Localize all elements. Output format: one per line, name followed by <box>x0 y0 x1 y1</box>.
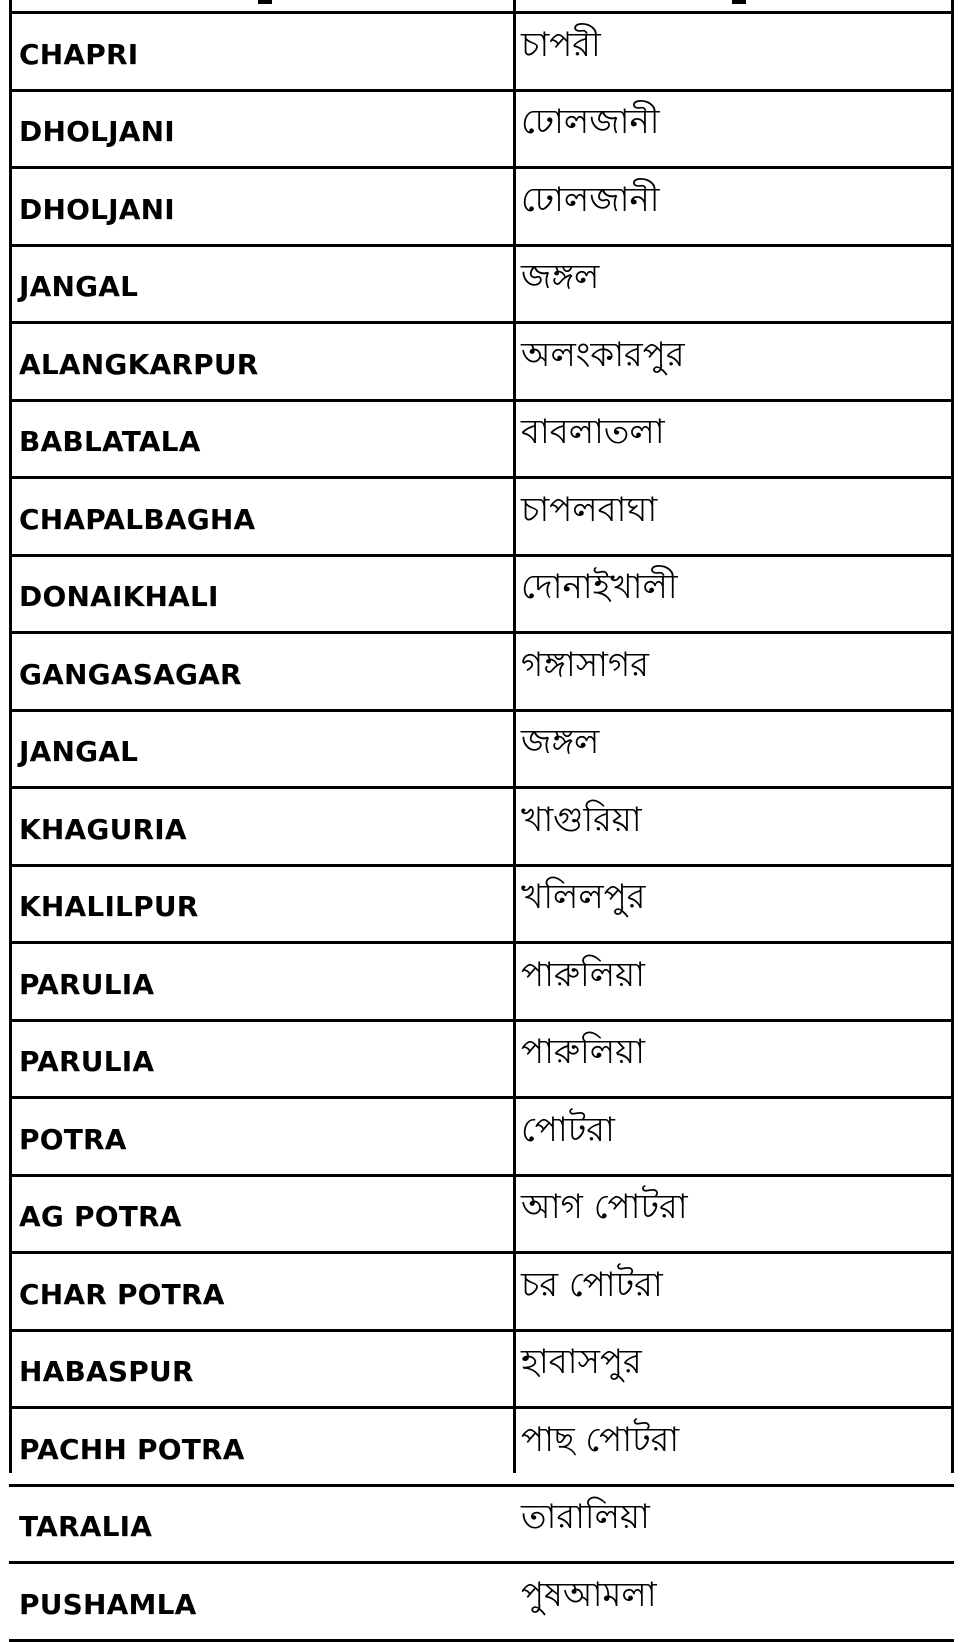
table-row <box>9 555 954 633</box>
table-row <box>9 1408 954 1486</box>
bengali-name-cell: খলিলপুর <box>513 865 954 943</box>
table-row <box>9 710 954 788</box>
bengali-name-cell: অলংকারপুর <box>513 323 954 401</box>
bengali-name-cell: চাপরী <box>513 13 954 91</box>
bengali-name-cell: গঙ্গাসাগর <box>513 633 954 711</box>
bengali-name-cell: পারুলিয়া <box>513 1020 954 1098</box>
table-row <box>9 400 954 478</box>
english-name-cell: CHAPALBAGHA <box>9 478 513 556</box>
left-column-edge <box>0 0 9 1473</box>
table-row <box>9 1020 954 1098</box>
english-name-cell: JANGAL <box>9 245 513 323</box>
bengali-name-cell: আগ পোটরা <box>513 1175 954 1253</box>
bengali-name-cell: দোনাইখালী <box>513 555 954 633</box>
bengali-name-cell: তারালিয়া <box>513 1485 954 1563</box>
table-row <box>9 478 954 556</box>
english-name-cell: DHOLJANI <box>9 168 513 246</box>
bengali-name-cell: পাছ পোটরা <box>513 1408 954 1486</box>
bengali-name-cell: পুষআমলা <box>513 1563 954 1641</box>
bengali-name-cell: চর পোটরা <box>513 1253 954 1331</box>
english-name-cell: JANGAL <box>9 710 513 788</box>
english-name-cell: PACHH POTRA <box>9 1408 513 1486</box>
bengali-name-cell: জঙ্গল <box>513 245 954 323</box>
table-row <box>9 633 954 711</box>
table-column-divider <box>513 0 516 1473</box>
table-row <box>9 1175 954 1253</box>
table-row <box>9 1253 954 1331</box>
bengali-name-cell: খাগুরিয়া <box>513 788 954 866</box>
english-name-cell: KHALILPUR <box>9 865 513 943</box>
table-border-right <box>951 0 954 1473</box>
english-name-cell: DONAIKHALI <box>9 555 513 633</box>
table-row <box>9 1563 954 1641</box>
cropped-header-text <box>258 0 272 4</box>
english-name-cell: CHAR POTRA <box>9 1253 513 1331</box>
english-name-cell: ALANGKARPUR <box>9 323 513 401</box>
table-row <box>9 1098 954 1176</box>
bengali-name-cell: বাবলাতলা <box>513 400 954 478</box>
bengali-name-cell: হাবাসপুর <box>513 1330 954 1408</box>
english-name-cell: PARULIA <box>9 1020 513 1098</box>
table-row <box>9 865 954 943</box>
bengali-name-cell: ঢোলজানী <box>513 90 954 168</box>
english-name-cell: POTRA <box>9 1098 513 1176</box>
bengali-name-cell: পোটরা <box>513 1098 954 1176</box>
english-name-cell: AG POTRA <box>9 1175 513 1253</box>
table-row <box>9 788 954 866</box>
english-name-cell: BABLATALA <box>9 400 513 478</box>
table-border-left <box>9 0 12 1473</box>
table-row <box>9 323 954 401</box>
table-row <box>9 245 954 323</box>
table-row <box>9 168 954 246</box>
bengali-name-cell: জঙ্গল <box>513 710 954 788</box>
english-name-cell: PUSHAMLA <box>9 1563 513 1641</box>
english-name-cell: TARALIA <box>9 1485 513 1563</box>
bengali-name-cell: ঢোলজানী <box>513 168 954 246</box>
bengali-name-cell: পারুলিয়া <box>513 943 954 1021</box>
table-row <box>9 943 954 1021</box>
village-name-table <box>9 11 954 1642</box>
table-body <box>9 13 954 1641</box>
right-column-edge <box>954 0 966 1473</box>
english-name-cell: PARULIA <box>9 943 513 1021</box>
table-row <box>9 90 954 168</box>
english-name-cell: DHOLJANI <box>9 90 513 168</box>
english-name-cell: GANGASAGAR <box>9 633 513 711</box>
table-row <box>9 1330 954 1408</box>
bengali-name-cell: চাপলবাঘা <box>513 478 954 556</box>
table-row <box>9 13 954 91</box>
cropped-header-text <box>732 0 746 4</box>
english-name-cell: CHAPRI <box>9 13 513 91</box>
table-row <box>9 1485 954 1563</box>
english-name-cell: KHAGURIA <box>9 788 513 866</box>
english-name-cell: HABASPUR <box>9 1330 513 1408</box>
